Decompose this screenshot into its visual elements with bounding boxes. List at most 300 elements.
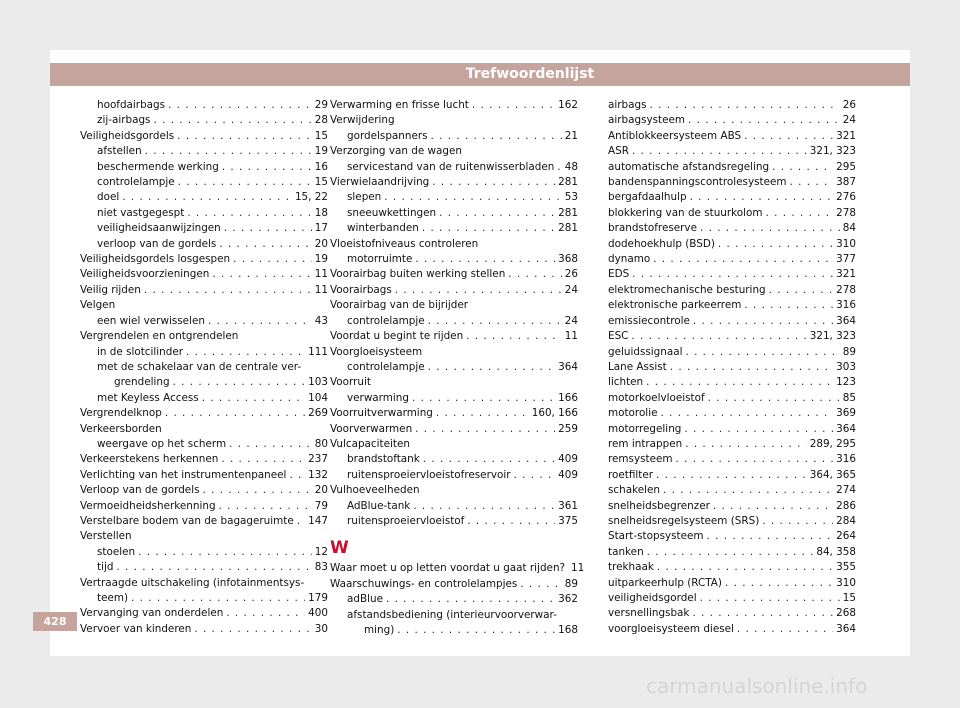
index-term: elektromechanische besturing xyxy=(608,283,766,296)
index-term: weergave op het scherm xyxy=(97,437,227,450)
dot-leader xyxy=(178,175,312,190)
index-page-ref: 162 xyxy=(558,99,578,111)
dot-leader xyxy=(713,499,833,514)
index-term: Verstelbare bodem van de bagageruimte xyxy=(80,514,294,527)
index-term: ruitensproeiervloeistof xyxy=(347,514,465,527)
index-entry xyxy=(80,514,328,529)
index-column-2 xyxy=(330,98,585,638)
dot-leader xyxy=(684,422,833,437)
dot-leader xyxy=(436,406,529,421)
dot-leader xyxy=(194,622,311,637)
index-page-ref: 111 xyxy=(308,345,328,358)
watermark: carmanualsonline.info xyxy=(646,674,868,698)
index-term: emissiecontrole xyxy=(608,314,690,327)
index-entry xyxy=(608,345,856,360)
index-term: controlelampje xyxy=(347,360,425,373)
index-page-ref: 11 xyxy=(564,330,578,343)
index-term: Vulhoeveelheden xyxy=(330,484,420,497)
index-term: afstandsbediening (interieurvoorverwar- xyxy=(347,608,557,621)
index-term: Verwijdering xyxy=(330,114,395,127)
index-entry xyxy=(330,468,578,483)
index-term: Vergrendelknop xyxy=(80,407,162,420)
index-page-ref: 278 xyxy=(836,206,856,219)
index-term: rem intrappen xyxy=(608,437,683,450)
index-term: Voorverwarmen xyxy=(330,422,413,435)
dot-leader xyxy=(631,329,806,344)
dot-leader xyxy=(168,98,312,113)
index-page-ref: 295 xyxy=(836,160,856,173)
index-page-ref: 387 xyxy=(836,176,856,189)
index-term: Voorruitverwarming xyxy=(330,407,433,420)
index-term: remsysteem xyxy=(608,453,673,466)
index-section-letter: W xyxy=(330,538,349,559)
index-entry xyxy=(330,160,578,175)
index-page-ref: 364 xyxy=(836,422,856,435)
dot-leader xyxy=(557,160,561,175)
index-page-ref: 19 xyxy=(314,145,328,158)
index-entry xyxy=(80,175,328,190)
index-entry xyxy=(330,221,578,236)
index-entry xyxy=(608,514,856,529)
page-header xyxy=(50,63,910,86)
index-term: Vermoeidheidsherkenning xyxy=(80,499,216,512)
dot-leader xyxy=(766,206,834,221)
index-term: motorkoelvloeistof xyxy=(608,391,705,404)
index-page-ref: 104 xyxy=(308,391,328,404)
index-term: Lane Assist xyxy=(608,360,667,373)
index-entry xyxy=(608,175,856,190)
dot-leader xyxy=(769,283,834,298)
dot-leader xyxy=(122,190,292,205)
dot-leader xyxy=(289,468,305,483)
index-entry xyxy=(80,606,328,621)
index-page-ref: 19 xyxy=(314,253,328,266)
index-page-ref: 368 xyxy=(558,253,578,266)
index-page-ref: 289, 295 xyxy=(809,437,856,450)
index-entry xyxy=(330,314,578,329)
index-page-ref: 303 xyxy=(836,360,856,373)
index-page-ref: 310 xyxy=(836,576,856,589)
index-term: Veiligheidsgordels xyxy=(80,129,175,142)
index-entry xyxy=(608,314,856,329)
dot-leader xyxy=(422,221,555,236)
index-term: Vergrendelen en ontgrendelen xyxy=(80,330,239,343)
index-term: tijd xyxy=(97,561,114,574)
index-term: Voorgloeisysteem xyxy=(330,345,423,358)
index-entry xyxy=(330,190,578,205)
index-term: niet vastgegespt xyxy=(97,206,185,219)
index-page-ref: 48 xyxy=(564,160,578,173)
index-page-ref: 160, 166 xyxy=(531,407,578,420)
index-page-ref: 11 xyxy=(571,562,585,575)
index-term: geluidssignaal xyxy=(608,345,683,358)
index-page-ref: 281 xyxy=(558,222,578,235)
index-term: Start-stopsysteem xyxy=(608,530,704,543)
index-term: veiligheidsgordel xyxy=(608,592,697,604)
dot-leader xyxy=(685,437,807,452)
index-entry xyxy=(608,545,856,560)
index-page-ref: 53 xyxy=(564,191,578,204)
index-term: uitparkeerhulp (RCTA) xyxy=(608,576,722,589)
index-page-ref: 29 xyxy=(314,99,328,111)
index-term: Vulcapaciteiten xyxy=(330,437,410,450)
index-term: slepen xyxy=(347,191,382,204)
dot-leader xyxy=(520,577,561,592)
dot-leader xyxy=(472,98,555,113)
index-term: stoelen xyxy=(97,545,136,558)
dot-leader xyxy=(173,375,306,390)
index-page-ref: 83 xyxy=(314,561,328,574)
index-term: veiligheidsaanwijzingen xyxy=(97,222,221,235)
index-entry xyxy=(330,252,578,267)
index-term: ASR xyxy=(608,145,629,158)
index-entry xyxy=(80,129,328,144)
index-page-ref: 80 xyxy=(314,437,328,450)
dot-leader xyxy=(632,144,807,159)
index-page-ref: 355 xyxy=(836,561,856,574)
index-entry xyxy=(330,452,578,467)
index-page-ref: 400 xyxy=(308,607,328,620)
index-term: Vierwielaandrijving xyxy=(330,176,430,189)
index-page-ref: 24 xyxy=(564,283,578,296)
dot-leader xyxy=(653,252,833,267)
index-term: grendeling xyxy=(114,376,170,389)
index-page-ref: 30 xyxy=(314,622,328,635)
dot-leader xyxy=(131,591,305,606)
index-page-ref: 364 xyxy=(836,622,856,635)
dot-leader xyxy=(790,175,834,190)
index-entry xyxy=(80,206,328,221)
index-page-ref: 12 xyxy=(314,545,328,558)
index-term: blokkering van de stuurkolom xyxy=(608,206,763,219)
dot-leader xyxy=(707,529,834,544)
index-entry xyxy=(80,252,328,267)
index-term: ESC xyxy=(608,330,629,343)
index-page-ref: 89 xyxy=(564,577,578,590)
index-heading xyxy=(330,237,578,252)
dot-leader xyxy=(203,483,312,498)
index-term: gordelspanners xyxy=(347,129,428,142)
index-entry xyxy=(608,406,856,421)
index-page-ref: 281 xyxy=(558,206,578,219)
index-entry xyxy=(330,422,578,437)
index-page-ref: 79 xyxy=(314,499,328,512)
index-term: dynamo xyxy=(608,253,651,266)
index-entry xyxy=(608,529,856,544)
dot-leader xyxy=(432,175,555,190)
index-page-ref: 377 xyxy=(836,253,856,266)
dot-leader xyxy=(395,283,562,298)
index-term: motorregeling xyxy=(608,422,682,435)
index-term: in de slotcilinder xyxy=(97,345,184,358)
index-page-ref: 15 xyxy=(842,592,856,604)
index-entry xyxy=(608,452,856,467)
index-entry xyxy=(330,267,578,282)
dot-leader xyxy=(650,98,840,113)
index-page-ref: 276 xyxy=(836,191,856,204)
index-page-ref: 17 xyxy=(314,222,328,235)
dot-leader xyxy=(744,129,833,144)
dot-leader xyxy=(700,221,840,236)
dot-leader xyxy=(466,329,562,344)
dot-leader xyxy=(116,560,311,575)
index-page-ref: 20 xyxy=(314,237,328,250)
index-entry xyxy=(608,267,856,282)
dot-leader xyxy=(226,606,305,621)
index-entry xyxy=(608,113,856,128)
index-entry xyxy=(330,391,578,406)
index-entry xyxy=(80,237,328,252)
index-page-ref: 316 xyxy=(836,453,856,466)
dot-leader xyxy=(676,452,834,467)
index-term: automatische afstandsregeling xyxy=(608,160,770,173)
index-entry xyxy=(80,452,328,467)
dot-leader xyxy=(415,422,555,437)
index-term: Antiblokkeersysteem ABS xyxy=(608,129,742,142)
index-term: Verlichting van het instrumentenpaneel xyxy=(80,468,287,481)
index-heading xyxy=(330,113,578,128)
dot-leader xyxy=(685,345,839,360)
index-term: Vervanging van onderdelen xyxy=(80,607,224,620)
index-heading xyxy=(330,298,578,313)
index-heading xyxy=(330,608,578,623)
dot-leader xyxy=(202,391,305,406)
dot-leader xyxy=(700,591,840,606)
dot-leader xyxy=(708,391,840,406)
index-term: verwarming xyxy=(347,391,409,404)
index-entry xyxy=(80,437,328,452)
dot-leader xyxy=(647,545,814,560)
index-page-ref: 321, 323 xyxy=(809,330,856,343)
index-entry xyxy=(80,499,328,514)
index-entry xyxy=(608,468,856,483)
index-entry xyxy=(608,576,856,591)
index-page-ref: 168 xyxy=(558,624,578,636)
index-term: een wiel verwisselen xyxy=(97,314,205,327)
dot-leader xyxy=(212,267,311,282)
index-entry xyxy=(608,190,856,205)
dot-leader xyxy=(219,237,311,252)
index-entry xyxy=(80,144,328,159)
index-entry xyxy=(608,129,856,144)
index-term: brandstofreserve xyxy=(608,222,697,235)
index-page-ref: 375 xyxy=(558,514,578,527)
index-entry xyxy=(80,221,328,236)
index-entry xyxy=(330,98,578,113)
index-page-ref: 274 xyxy=(836,484,856,497)
index-entry xyxy=(80,468,328,483)
index-term: Vervoer van kinderen xyxy=(80,622,192,635)
index-page-ref: 259 xyxy=(558,422,578,435)
index-heading xyxy=(80,360,328,375)
dot-leader xyxy=(413,499,555,514)
index-page-ref: 123 xyxy=(836,376,856,389)
index-page-ref: 11 xyxy=(314,268,328,281)
index-entry xyxy=(330,175,578,190)
index-term: Veilig rijden xyxy=(80,283,141,296)
index-entry xyxy=(80,160,328,175)
index-entry xyxy=(330,406,578,421)
dot-leader xyxy=(725,576,833,591)
index-page-ref: 20 xyxy=(314,484,328,497)
index-term: afstellen xyxy=(97,145,142,158)
index-page-ref: 281 xyxy=(558,176,578,189)
index-entry xyxy=(330,360,578,375)
index-term: Verkeersborden xyxy=(80,422,162,435)
dot-leader xyxy=(412,391,555,406)
index-term: ruitensproeiervloeistofreservoir xyxy=(347,468,511,481)
index-term: Voorairbag buiten werking stellen xyxy=(330,268,506,281)
index-entry xyxy=(330,283,578,298)
index-page-ref: 364, 365 xyxy=(809,468,856,481)
dot-leader xyxy=(138,545,312,560)
index-page-ref: 284 xyxy=(836,514,856,527)
dot-leader xyxy=(656,468,807,483)
index-entry xyxy=(608,252,856,267)
dot-leader xyxy=(690,190,834,205)
index-entry xyxy=(80,345,328,360)
index-term: tanken xyxy=(608,545,644,558)
index-entry xyxy=(330,499,578,514)
index-entry xyxy=(330,592,578,607)
dot-leader xyxy=(224,221,312,236)
index-term: Verkeerstekens herkennen xyxy=(80,453,219,466)
index-entry xyxy=(330,561,585,576)
index-heading xyxy=(330,375,578,390)
dot-leader xyxy=(762,514,833,529)
index-heading xyxy=(80,529,328,544)
index-entry xyxy=(608,98,856,113)
index-entry xyxy=(80,314,328,329)
index-entry xyxy=(80,406,328,421)
dot-leader xyxy=(663,483,833,498)
index-term: voorgloeisysteem diesel xyxy=(608,622,734,635)
index-term: airbags xyxy=(608,99,647,111)
index-page-ref: 26 xyxy=(564,268,578,281)
index-page-ref: 89 xyxy=(842,345,856,358)
dot-leader xyxy=(186,345,305,360)
index-page-ref: 268 xyxy=(836,607,856,620)
index-entry xyxy=(80,98,328,113)
index-page-ref: 18 xyxy=(314,206,328,219)
index-entry xyxy=(80,283,328,298)
index-page-ref: 179 xyxy=(308,592,328,604)
index-term: met Keyless Access xyxy=(97,391,199,404)
index-page-ref: 286 xyxy=(836,499,856,512)
index-term: bergafdaalhulp xyxy=(608,191,687,204)
index-page-ref: 15 xyxy=(314,129,328,142)
dot-leader xyxy=(670,360,833,375)
index-page-ref: 264 xyxy=(836,530,856,543)
index-entry xyxy=(608,221,856,236)
dot-leader xyxy=(431,129,562,144)
index-entry xyxy=(80,375,328,390)
dot-leader xyxy=(439,206,555,221)
index-entry xyxy=(608,391,856,406)
index-term: controlelampje xyxy=(347,314,425,327)
index-entry xyxy=(608,499,856,514)
index-term: doel xyxy=(97,191,120,204)
dot-leader xyxy=(233,252,312,267)
index-page-ref: 316 xyxy=(836,299,856,312)
index-term: teem) xyxy=(97,592,129,604)
index-page-ref: 321 xyxy=(836,129,856,142)
index-term: controlelampje xyxy=(97,176,175,189)
index-entry xyxy=(80,190,328,205)
dot-leader xyxy=(415,252,555,267)
index-term: motorolie xyxy=(608,407,658,420)
index-entry xyxy=(80,113,328,128)
dot-leader xyxy=(428,360,555,375)
index-term: Verzorging van de wagen xyxy=(330,145,462,158)
index-term: hoofdairbags xyxy=(97,99,166,111)
index-page-ref: 321 xyxy=(836,268,856,281)
dot-leader xyxy=(219,499,312,514)
index-page-ref: 361 xyxy=(558,499,578,512)
index-entry xyxy=(608,144,856,159)
dot-leader xyxy=(386,592,555,607)
index-column-1 xyxy=(80,98,328,637)
index-entry xyxy=(330,623,578,638)
index-heading xyxy=(80,329,328,344)
page-title: Trefwoordenlijst xyxy=(465,66,595,82)
index-entry xyxy=(608,437,856,452)
index-page-ref: 362 xyxy=(558,593,578,606)
index-heading xyxy=(330,437,578,452)
index-entry xyxy=(80,483,328,498)
index-heading xyxy=(330,483,578,498)
index-entry xyxy=(608,560,856,575)
dot-leader xyxy=(208,314,312,329)
page-number: 428 xyxy=(33,612,77,631)
index-page-ref: 24 xyxy=(842,114,856,127)
index-page-ref: 364 xyxy=(836,314,856,327)
index-entry xyxy=(608,283,856,298)
index-page-ref: 409 xyxy=(558,468,578,481)
index-page-ref: 21 xyxy=(564,129,578,142)
index-page-ref: 364 xyxy=(558,360,578,373)
index-term: Waar moet u op letten voordat u gaat rijden? xyxy=(330,562,566,575)
index-entry xyxy=(608,483,856,498)
dot-leader xyxy=(646,375,833,390)
index-term: Verstellen xyxy=(80,530,132,543)
index-term: Veiligheidsgordels losgespen xyxy=(80,253,231,266)
index-term: Vertraagde uitschakeling (infotainmentsys- xyxy=(80,576,305,589)
index-term: brandstoftank xyxy=(347,453,420,466)
index-term: Voordat u begint te rijden xyxy=(330,330,464,343)
index-heading xyxy=(330,144,578,159)
index-entry xyxy=(330,206,578,221)
index-term: met de schakelaar van de centrale ver- xyxy=(97,360,302,373)
index-term: adBlue xyxy=(347,593,383,606)
dot-leader xyxy=(177,129,312,144)
index-term: motorruimte xyxy=(347,253,413,266)
dot-leader xyxy=(514,468,556,483)
dot-leader xyxy=(660,406,833,421)
index-page-ref: 28 xyxy=(314,114,328,127)
index-term: Verloop van de gordels xyxy=(80,484,200,497)
index-entry xyxy=(608,160,856,175)
dot-leader xyxy=(187,206,311,221)
index-term: lichten xyxy=(608,376,644,389)
dot-leader xyxy=(692,606,833,621)
index-term: ming) xyxy=(364,624,395,636)
dot-leader xyxy=(428,314,562,329)
index-entry xyxy=(330,577,578,592)
index-page-ref: 409 xyxy=(558,453,578,466)
index-page-ref: 269 xyxy=(308,407,328,420)
index-entry xyxy=(608,237,856,252)
